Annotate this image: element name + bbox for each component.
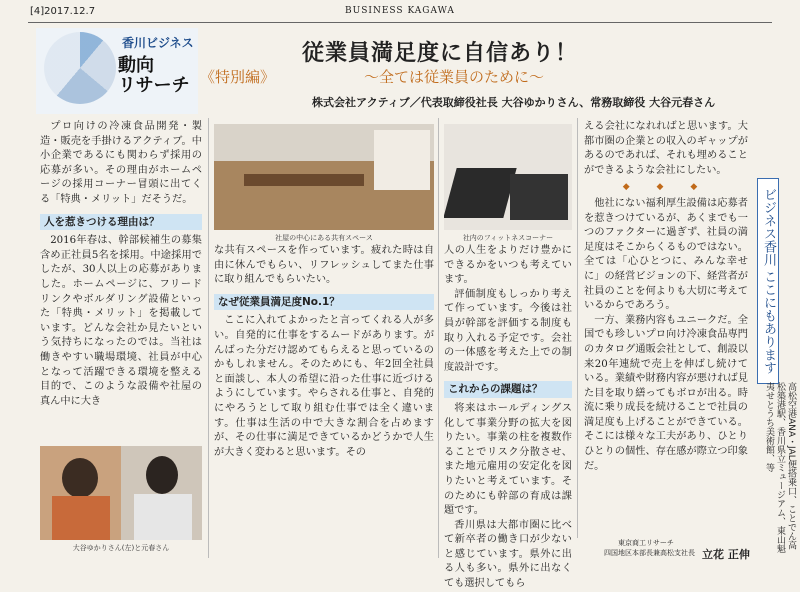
column-3	[444, 244, 572, 592]
column-logo	[36, 28, 198, 114]
logo-small-text: 香川ビジネス	[122, 36, 194, 50]
logo-line-2: リサーチ	[118, 75, 190, 96]
section-diamonds: ◆ ◆ ◆	[622, 182, 710, 193]
col1-paragraph-1: プロ向けの冷凍食品開発・製造・販売を手掛けるアクティブ。中小企業であるにも関わらず採用の応募が多い。その理由がホームページの採用コーナー冒頭に出てくる「特典・メリット」だそうだ。	[40, 121, 202, 205]
col3-section-heading: これからの課題は？	[444, 381, 572, 398]
signature-title: 四国地区本部長兼高松支社長	[604, 549, 695, 557]
sidebar-locations: 高松空港ANA・JAL便搭乗口、ことでん高松築港駅、香川県立ミュージアム、東山魁夷せとうち美術館、等	[764, 382, 796, 553]
col2-section-heading: なぜ従業員満足度No.1？	[214, 294, 434, 311]
col4-paragraph-2: 他社にない福利厚生設備は応募者を惹きつけているが、あくまでも一つのファクターに過ぎず、社員の満足度はそこからくるものではない。全ては「心ひとつに、みんな幸せに」の経営ビジョンの下、経営者が社員のことを何よりも大切に考えているからであろう。	[584, 197, 748, 312]
byline: 株式会社アクティブ／代表取締役社長 大谷ゆかりさん、常務取締役 大谷元春さん	[312, 96, 716, 109]
shared-space-photo	[214, 124, 434, 230]
logo-line-1: 動向	[118, 55, 154, 76]
founders-photo-caption: 大谷ゆかりさん(左)と元春さん	[72, 544, 170, 552]
col2-paragraph-2: ここに入れてよかったと言ってくれる人が多い。自発的に仕事をするムードがあります。がんばった分だけ認めてもらえると思っているのかもしれません。そのためにも、年2回全社員と面談し、本人の希望に沿った仕事に近づけるようにしています。やらされる仕事と、自発的にやろうとして取り組む仕事では全く違います。仕事は生活の中で大きな割合を占めますが、その仕事に満足できているかどうかで人生が大きく変わると思います。その	[214, 315, 434, 458]
col3-paragraph-3: 将来はホールディングス化して事業分野の拡大を図りたい。事業の柱を複数作ることでリスク分散させ、また地元雇用の安定化を図りたいと考えています。そのためにも幹部の育成は課題です。	[444, 402, 572, 517]
window-shape	[374, 130, 430, 190]
col4-paragraph-1: える会社になれればと思います。大都市圏の企業との収入のギャップがあるのであれば、それも埋めることができるような会社にしたい。	[584, 121, 748, 176]
col4-paragraph-3: 一方、業務内容もユニークだ。全国でも珍しいプロ向け冷凍食品専門のカタログ通販会社として、創設以来20年連続で売上を伸ばし続けている。業績や財務内容が悪ければ見た目を取り繕ってもボロが出る。時流に乗り成長を続けることで社員の満足度も上げることができている。そこには様々な工夫があり、ひとりひとりの個性、存在感が際立つ印象だ。	[584, 314, 748, 472]
issue-label: [4]2017.12.7	[30, 6, 96, 17]
column-divider-3	[577, 118, 578, 538]
person-right-head	[146, 456, 178, 494]
headline: 従業員満足度に自信あり！	[302, 41, 579, 66]
founders-photo	[40, 446, 202, 540]
column-divider-1	[208, 118, 209, 558]
col3-paragraph-2: 評価制度もしっかり考えて作っています。今後は社員が幹部を評価する制度も取り入れる予定です。会社の一体感を考えた上での制度設計です。	[444, 288, 572, 373]
header-rule	[28, 22, 772, 23]
shared-space-caption: 社屋の中心にある共有スペース	[275, 234, 373, 242]
person-right-body	[134, 494, 192, 540]
signature-org: 東京商工リサーチ	[618, 539, 674, 547]
col2-paragraph-1: な共有スペースを作っています。疲れた時は自由に休んでもらい、リフレッシュしてまた仕事に取り組んでもらいたい。	[214, 245, 434, 286]
person-left-body	[52, 496, 110, 540]
column-2	[214, 244, 434, 460]
treadmill-1	[444, 168, 517, 218]
subheadline: ～全ては従業員のために～	[364, 68, 545, 86]
col3-paragraph-1: 人の人生をよりだけ豊かにできるかをいつも考えています。	[444, 245, 572, 286]
sidebar-banner: ビジネス香川 ここにもあります	[757, 178, 779, 384]
column-4	[584, 120, 748, 474]
table-shape	[244, 174, 364, 186]
col1-paragraph-2: 2016年春は、幹部候補生の募集含め正社員5名を採用。中途採用でしたが、30人以上の応募がありました。ホームページに、フリードリンクやボルダリング設備といった「特典・メリット」を掲載しています。どんな会社か見たいという気持ちになったのでは。当社は働きやすい職場環境、社員が中心となって活躍できる環境を整える目的で、このような設備や社屋の真ん中に大き	[40, 235, 202, 407]
fitness-caption: 社内のフィットネスコーナー	[462, 234, 554, 242]
treadmill-2	[510, 174, 568, 220]
special-edition-label: 《特別編》	[200, 68, 276, 86]
column-divider-2	[438, 118, 439, 558]
publication-name: BUSINESS KAGAWA	[345, 6, 455, 16]
column-1	[40, 120, 202, 409]
col3-paragraph-4: 香川県は大都市圏に比べて新卒者の働き口が少ないと感じています。県外に出る人も多い。県外に出なくても選択してもら	[444, 519, 572, 590]
signature-name: 立花 正伸	[702, 548, 750, 561]
logo-big-text	[118, 56, 190, 96]
col1-section-heading: 人を惹きつける理由は？	[40, 214, 202, 231]
logo-graphic	[44, 32, 116, 104]
fitness-photo	[444, 124, 572, 230]
person-left-head	[62, 458, 98, 498]
